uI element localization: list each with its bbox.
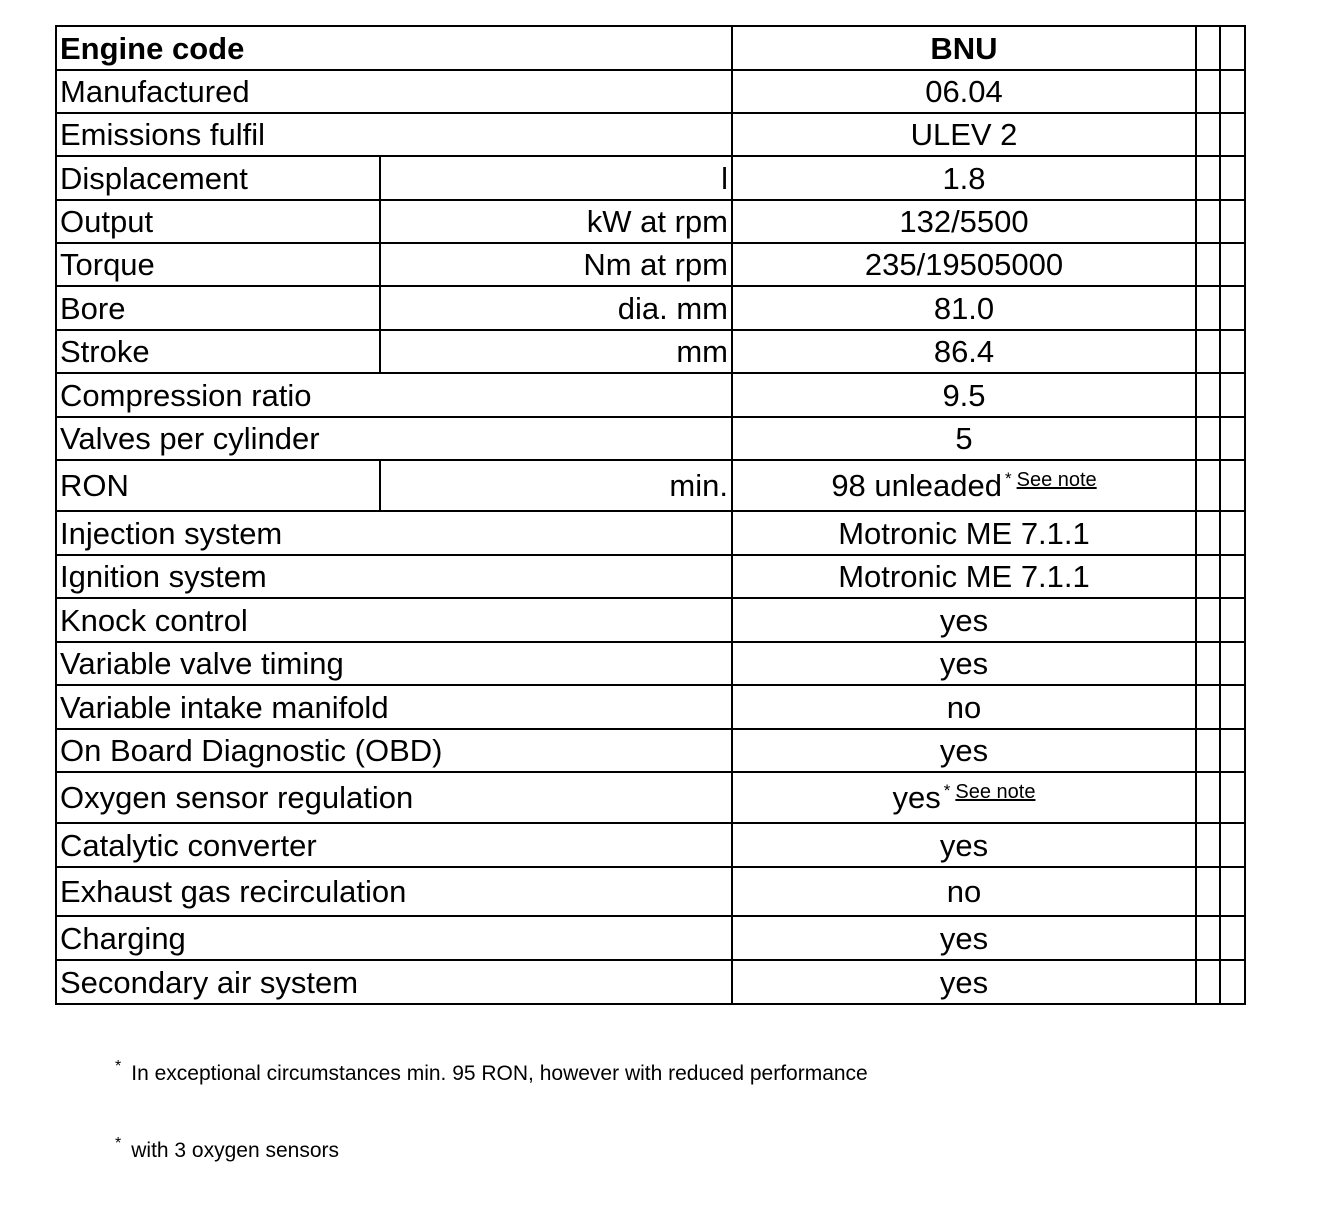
blank-cell (1220, 685, 1245, 729)
row-label: Emissions fulfil (56, 113, 732, 156)
table-row (56, 460, 1245, 511)
blank-cell (1196, 598, 1220, 642)
row-value (732, 243, 1196, 286)
row-value (732, 373, 1196, 417)
table-row (56, 373, 1245, 417)
row-unit: l (380, 156, 732, 200)
value-text: 9.5 (942, 377, 986, 413)
value-text: 5 (955, 421, 973, 456)
row-label: Torque (56, 243, 380, 286)
note-marker: * (1004, 469, 1012, 488)
table-row (56, 330, 1245, 373)
row-label: Knock control (56, 598, 732, 642)
row-label: RON (56, 460, 380, 511)
blank-cell (1196, 113, 1220, 156)
row-value (732, 113, 1196, 156)
row-unit: dia. mm (380, 286, 732, 330)
row-value (732, 867, 1196, 916)
blank-cell (1196, 867, 1220, 916)
value-text: yes (939, 733, 989, 768)
row-label: Output (56, 200, 380, 243)
value-text: 235/19505000 (864, 247, 1064, 282)
value-text: yes (892, 780, 941, 815)
blank-cell (1196, 729, 1220, 772)
table-row (56, 417, 1245, 460)
table-row (56, 685, 1245, 729)
table-row (56, 555, 1245, 598)
table-row (56, 200, 1245, 243)
table-row (56, 960, 1245, 1004)
blank-cell (1220, 460, 1245, 511)
table-row (56, 867, 1245, 916)
blank-cell (1196, 960, 1220, 1004)
blank-cell (1196, 200, 1220, 243)
blank-cell (1220, 960, 1245, 1004)
row-label: Variable valve timing (56, 642, 732, 685)
see-note-link[interactable]: See note (1016, 469, 1097, 491)
row-label: Compression ratio (56, 373, 732, 417)
blank-cell (1196, 642, 1220, 685)
row-label: Manufactured (56, 70, 732, 113)
row-unit: Nm at rpm (380, 243, 732, 286)
blank-cell (1196, 156, 1220, 200)
row-label: Oxygen sensor regulation (56, 772, 732, 823)
row-value (732, 916, 1196, 960)
table-row (56, 642, 1245, 685)
header-value: BNU (732, 26, 1196, 70)
row-value (732, 286, 1196, 330)
row-label: Charging (56, 916, 732, 960)
row-label: Injection system (56, 511, 732, 555)
blank-cell (1220, 243, 1245, 286)
blank-cell (1220, 156, 1245, 200)
blank-cell (1220, 772, 1245, 823)
blank-cell (1220, 867, 1245, 916)
row-label: Displacement (56, 156, 380, 200)
blank-cell (1196, 417, 1220, 460)
blank-cell (1220, 200, 1245, 243)
value-text: yes (939, 964, 989, 1000)
table-row (56, 113, 1245, 156)
blank-cell (1220, 373, 1245, 417)
value-text: yes (939, 602, 989, 638)
value-text: no (946, 874, 982, 909)
blank-cell (1196, 460, 1220, 511)
table-row (56, 729, 1245, 772)
table-row (56, 772, 1245, 823)
row-value (732, 729, 1196, 772)
footnote-marker: * (115, 1058, 122, 1075)
spec-table-body (56, 26, 1245, 1004)
value-text: 1.8 (942, 160, 986, 196)
row-label: Valves per cylinder (56, 417, 732, 460)
blank-cell (1196, 772, 1220, 823)
row-value (732, 460, 1196, 511)
blank-cell (1220, 417, 1245, 460)
blank-cell (1196, 373, 1220, 417)
blank-cell (1196, 243, 1220, 286)
row-label: Exhaust gas recirculation (56, 867, 732, 916)
blank-cell (1220, 555, 1245, 598)
row-label: Stroke (56, 330, 380, 373)
table-row (56, 916, 1245, 960)
blank-cell (1196, 70, 1220, 113)
table-row (56, 511, 1245, 555)
value-text: Motronic ME 7.1.1 (838, 515, 1090, 551)
table-row (56, 598, 1245, 642)
value-text: 06.04 (925, 74, 1003, 109)
row-value (732, 598, 1196, 642)
row-value (732, 156, 1196, 200)
table-row (56, 243, 1245, 286)
table-row (56, 156, 1245, 200)
blank-cell (1196, 685, 1220, 729)
row-unit: min. (380, 460, 732, 511)
row-label: On Board Diagnostic (OBD) (56, 729, 732, 772)
blank-cell (1220, 286, 1245, 330)
row-value (732, 685, 1196, 729)
table-row (56, 70, 1245, 113)
row-label: Bore (56, 286, 380, 330)
footnote-text: In exceptional circumstances min. 95 RON, however with reduced performance (131, 1062, 868, 1085)
table-row (56, 823, 1245, 867)
blank-cell (1196, 26, 1220, 70)
row-value (732, 200, 1196, 243)
engine-spec-table (55, 25, 1246, 1005)
blank-cell (1196, 286, 1220, 330)
blank-cell (1196, 511, 1220, 555)
row-unit: mm (380, 330, 732, 373)
row-value (732, 555, 1196, 598)
value-text: no (946, 689, 982, 725)
header-label: Engine code (56, 26, 732, 70)
value-text: Motronic ME 7.1.1 (838, 559, 1090, 594)
blank-cell (1220, 26, 1245, 70)
blank-cell (1196, 823, 1220, 867)
value-text: 98 unleaded (831, 468, 1002, 503)
see-note-link[interactable]: See note (955, 781, 1036, 803)
row-value (732, 642, 1196, 685)
value-text: yes (939, 827, 989, 863)
footnote-oxygen (115, 1135, 339, 1163)
row-value (732, 511, 1196, 555)
value-text: 81.0 (933, 290, 995, 326)
row-value (732, 772, 1196, 823)
row-unit: kW at rpm (380, 200, 732, 243)
row-value (732, 417, 1196, 460)
row-value (732, 823, 1196, 867)
table-header-row (56, 26, 1245, 70)
value-text: 86.4 (933, 334, 995, 369)
row-label: Variable intake manifold (56, 685, 732, 729)
blank-cell (1196, 916, 1220, 960)
value-text: yes (939, 646, 989, 681)
value-text: ULEV 2 (910, 117, 1018, 152)
row-label: Ignition system (56, 555, 732, 598)
blank-cell (1196, 330, 1220, 373)
row-value (732, 330, 1196, 373)
value-text: 132/5500 (899, 204, 1029, 239)
blank-cell (1220, 729, 1245, 772)
value-text: yes (939, 920, 989, 956)
row-label: Catalytic converter (56, 823, 732, 867)
blank-cell (1220, 511, 1245, 555)
note-marker: * (943, 781, 951, 800)
blank-cell (1196, 555, 1220, 598)
footnote-text: with 3 oxygen sensors (131, 1139, 340, 1162)
blank-cell (1220, 70, 1245, 113)
blank-cell (1220, 598, 1245, 642)
blank-cell (1220, 330, 1245, 373)
row-label: Secondary air system (56, 960, 732, 1004)
footnote-marker: * (115, 1135, 122, 1152)
table-row (56, 286, 1245, 330)
footnote-ron (115, 1058, 868, 1086)
blank-cell (1220, 113, 1245, 156)
row-value (732, 70, 1196, 113)
blank-cell (1220, 916, 1245, 960)
blank-cell (1220, 823, 1245, 867)
row-value (732, 960, 1196, 1004)
blank-cell (1220, 642, 1245, 685)
